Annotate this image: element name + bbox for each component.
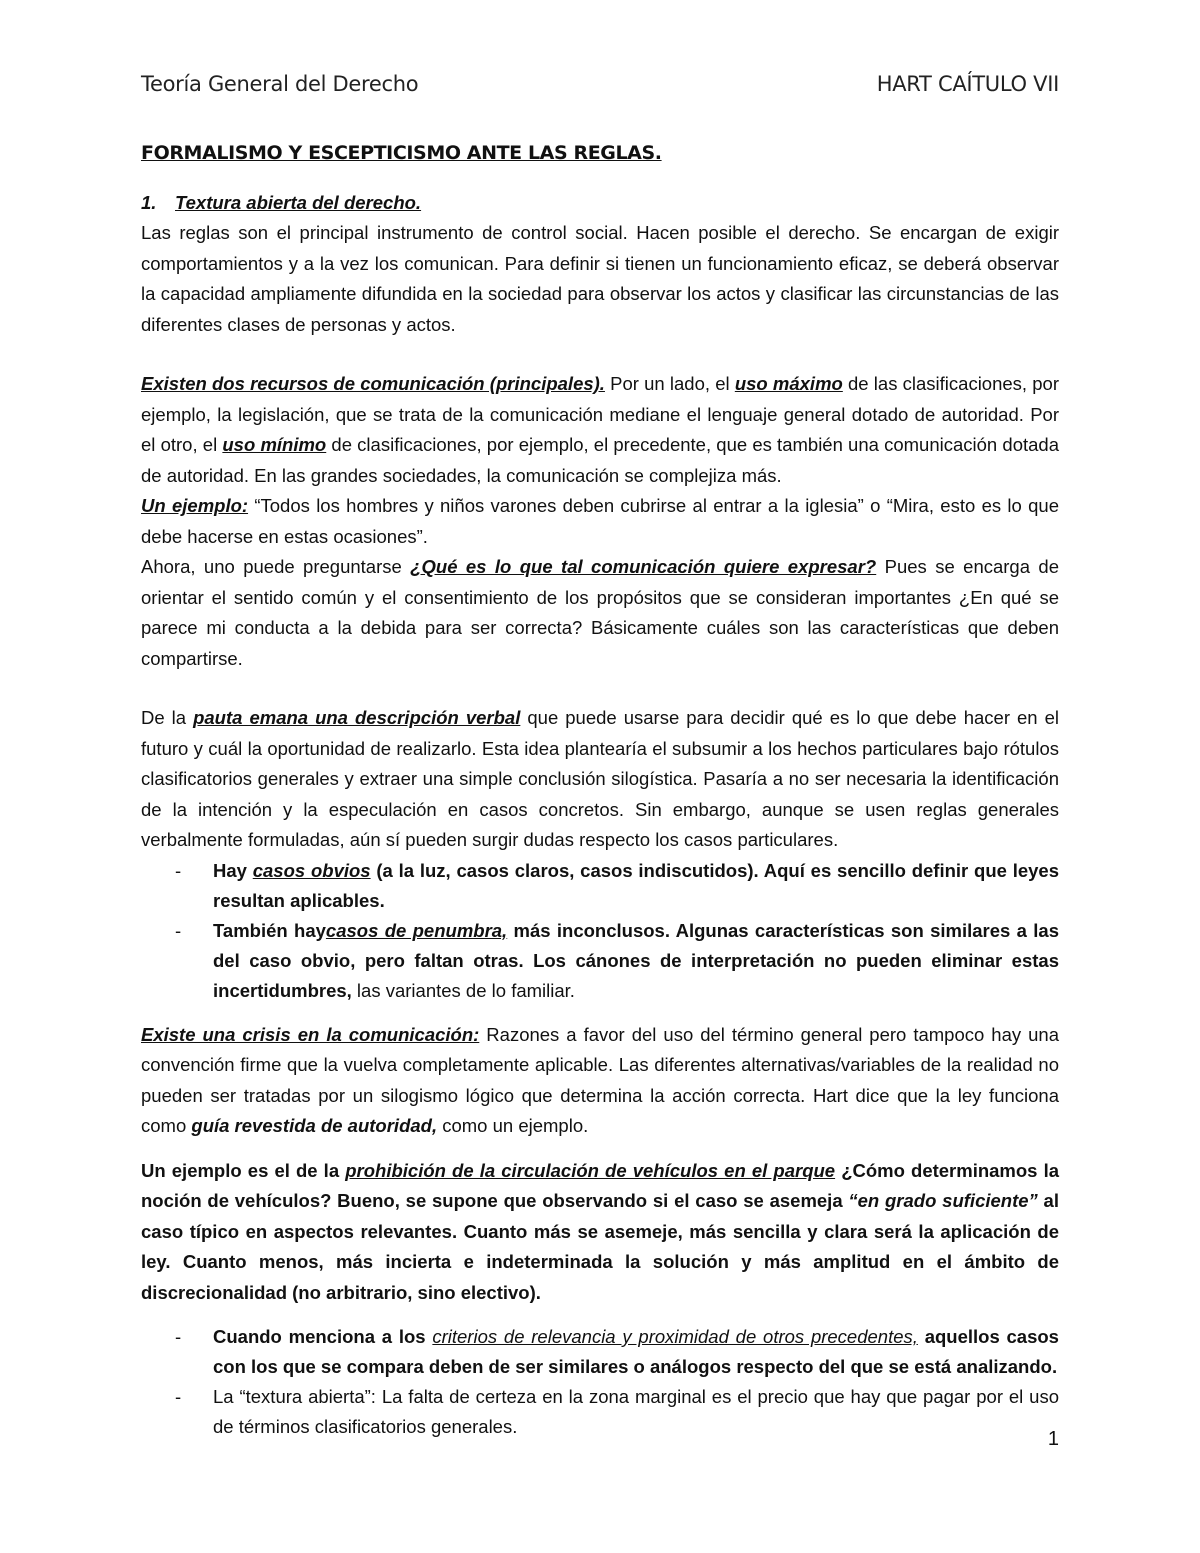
section-number: 1. bbox=[141, 192, 157, 213]
term-guia-autoridad: guía revestida de autoridad, bbox=[191, 1115, 438, 1136]
criteria-list bbox=[141, 1322, 1059, 1442]
term-uso-maximo: uso máximo bbox=[734, 373, 843, 394]
term-criterios-relevancia: criterios de relevancia y proximidad de otros precedentes, bbox=[432, 1326, 918, 1347]
paragraph-2-lead: Existen dos recursos de comunicación (principales). bbox=[141, 373, 605, 394]
page-number: 1 bbox=[1047, 1428, 1059, 1450]
list-item: - La “textura abierta”: La falta de certeza en la zona marginal es el precio que hay que pagar por el uso de términos clasificatorios generales. bbox=[141, 1382, 1059, 1442]
section-heading bbox=[141, 188, 1059, 218]
header-chapter: HART CAÍTULO VII bbox=[876, 72, 1059, 96]
cases-list bbox=[141, 856, 1059, 1006]
paragraph-3: Un ejemplo: “Todos los hombres y niños varones deben cubrirse al entrar a la iglesia” o “Mira, esto es lo que debe hacerse en estas ocasiones”. bbox=[141, 495, 1059, 547]
document-body bbox=[141, 142, 1059, 1442]
term-casos-penumbra: casos de penumbra, bbox=[325, 919, 508, 941]
paragraph-5: De la pauta emana una descripción verbal que puede usarse para decidir qué es lo que debe hacer en el futuro y cuál la oportunidad de realizarlo. Esta idea plantearía el subsumir a los hechos particulares bajo rótulos clasificatorios generales y extraer una simple conclusión silogística. Pasaría a no ser necesaria la identificación de la intención y la especulación en casos concretos. Sin embargo, aunque se usen reglas generales verbalmente formuladas, aún sí pueden surgir dudas respecto los casos particulares. bbox=[141, 707, 1060, 850]
paragraph-6-lead: Existe una crisis en la comunicación: bbox=[141, 1023, 480, 1045]
paragraph-1: Las reglas son el principal instrumento de control social. Hacen posible el derecho. Se encargan de exigir comportamientos y a la vez los comunican. Para definir si tienen un funcionamiento eficaz, se deberá observar la capacidad ampliamente difundida en la sociedad para observar los actos y clasificar las circunstancias de las diferentes clases de personas y actos. bbox=[141, 222, 1059, 335]
paragraph-6: Existe una crisis en la comunicación: Razones a favor del uso del término general pero tampoco hay una convención firme que la vuelva completamente aplicable. Las diferentes alternativas/variables de la realidad no pueden ser tratadas por un silogismo lógico que determina la acción correcta. Hart dice que la ley funciona como guía revestida de autoridad, como un ejemplo. bbox=[141, 1023, 1059, 1136]
list-item: - También haycasos de penumbra, más inconclusos. Algunas características son similares a las del caso obvio, pero faltan otras. Los cánones de interpretación no pueden eliminar estas incertidumbres, las variantes de lo familiar. bbox=[141, 916, 1059, 1006]
list-item: - Cuando menciona a los criterios de relevancia y proximidad de otros precedentes, aquellos casos con los que se compara deben de ser similares o análogos respecto del que se está analizando. bbox=[141, 1322, 1059, 1382]
list-item: - Hay casos obvios (a la luz, casos claros, casos indiscutidos). Aquí es sencillo definir que leyes resultan aplicables. bbox=[141, 856, 1059, 916]
paragraph-3-lead: Un ejemplo: bbox=[141, 495, 249, 516]
term-casos-obvios: casos obvios bbox=[252, 859, 371, 881]
header-course-title: Teoría General del Derecho bbox=[141, 72, 419, 96]
paragraph-2: Existen dos recursos de comunicación (principales). Por un lado, el uso máximo de las clasificaciones, por ejemplo, la legislación, que se trata de la comunicación mediane el lenguaje general dotado de autoridad. Por el otro, el uso mínimo de clasificaciones, por ejemplo, el precedente, que es también una comunicación dotada de autoridad. En las grandes sociedades, la comunicación se complejiza más. bbox=[141, 373, 1059, 486]
term-pauta: pauta emana una descripción verbal bbox=[193, 707, 521, 728]
paragraph-4: Ahora, uno puede preguntarse ¿Qué es lo que tal comunicación quiere expresar? Pues se encarga de orientar el sentido común y el consentimiento de los propósitos que se consideran importantes ¿En qué se parece mi conducta a la debida para ser correcta? Básicamente cuáles son las características que deben compartirse. bbox=[141, 556, 1060, 669]
document-title: FORMALISMO Y ESCEPTICISMO ANTE LAS REGLAS. bbox=[141, 142, 662, 164]
term-uso-minimo: uso mínimo bbox=[222, 434, 327, 455]
term-prohibicion-vehiculos: prohibición de la circulación de vehículos en el parque bbox=[345, 1159, 836, 1181]
quote-grado-suficiente: “en grado suficiente” bbox=[848, 1190, 1038, 1211]
key-question: ¿Qué es lo que tal comunicación quiere expresar? bbox=[410, 556, 877, 577]
paragraph-7: Un ejemplo es el de la prohibición de la circulación de vehículos en el parque ¿Cómo determinamos la noción de vehículos? Bueno, se supone que observando si el caso se asemeja “en grado suficiente” al caso típico en aspectos relevantes. Cuanto más se asemeje, más sencilla y clara será la aplicación de ley. Cuanto menos, más incierta e indeterminada la solución y más amplitud en el ámbito de discrecionalidad (no arbitrario, sino electivo). bbox=[141, 1159, 1060, 1303]
section-label: Textura abierta del derecho. bbox=[175, 192, 422, 213]
